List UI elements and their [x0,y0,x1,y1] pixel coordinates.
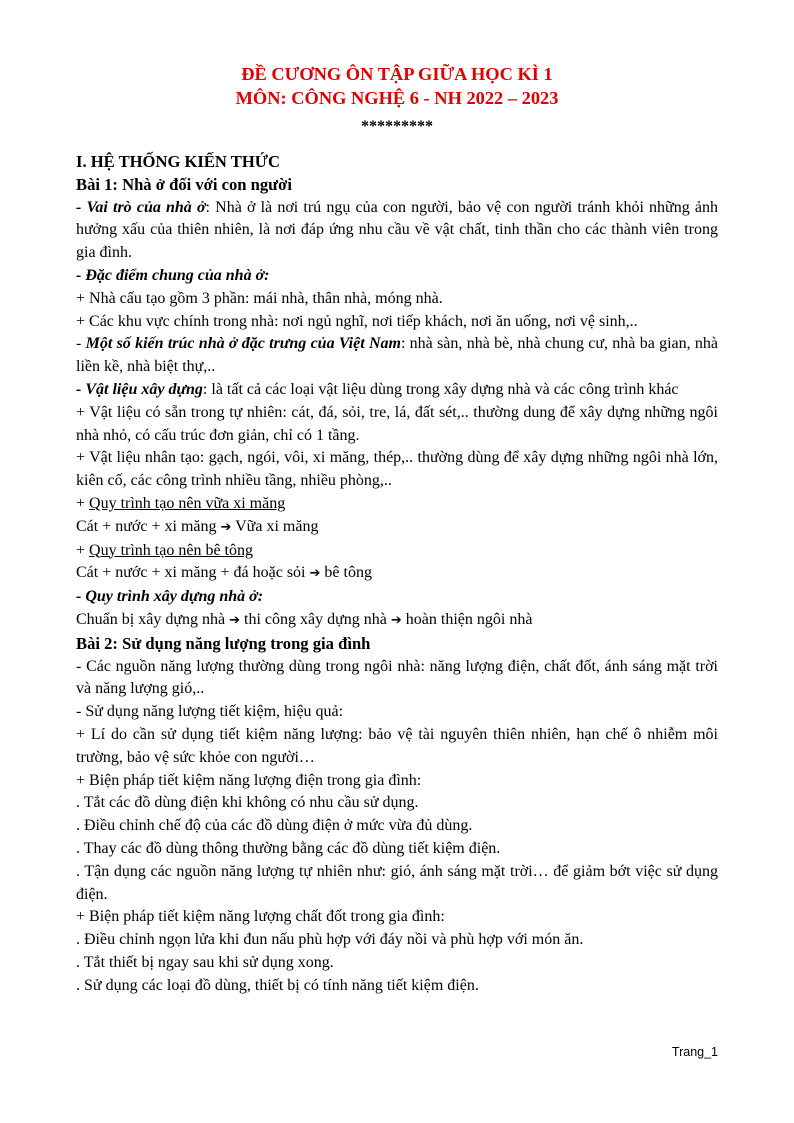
mortar-formula-result: Vữa xi măng [231,517,319,535]
document-title-line1: ĐỀ CƯƠNG ÔN TẬP GIỮA HỌC KÌ 1 [241,64,553,84]
concrete-process-heading [76,540,718,563]
fuel-saving-heading: + Biện pháp tiết kiệm năng lượng chất đốt trong gia đình: [76,908,445,926]
arrow-right-icon: ➔ [309,566,321,582]
artificial-materials-paragraph: + Vật liệu nhân tạo: gạch, ngói, vôi, xi măng, thép,.. thường dùng để xây dựng những ngôi nhà lớn, kiên cố, các công trình nhiều tầng, nhiều phòng,.. [76,449,718,490]
arrow-right-icon: ➔ [229,612,240,628]
concrete-formula [76,562,718,586]
architecture-prefix: - [76,335,86,353]
concrete-process-label: Quy trình tạo nên bê tông [89,541,253,559]
architecture-paragraph [76,333,718,379]
mortar-formula-inputs: Cát + nước + xi măng [76,517,221,535]
house-role-paragraph [76,197,718,265]
list-item: . Tận dụng các nguồn năng lượng tự nhiên như: gió, ánh sáng mặt trời… để giảm bớt việc sử dụng điện. [76,862,718,903]
build-process-label: - Quy trình xây dựng nhà ở: [76,588,264,606]
title-separator-stars: ********* [361,118,433,135]
build-step-prepare: Chuẩn bị xây dựng nhà [76,610,230,628]
list-item: . Tắt các đồ dùng điện khi không có nhu cầu sử dụng. [76,794,419,812]
list-item: . Tắt thiết bị ngay sau khi sử dụng xong. [76,953,334,971]
arrow-right-icon: ➔ [220,519,232,535]
materials-label: - Vật liệu xây dựng [76,380,203,398]
lesson1-heading: Bài 1: Nhà ở đối với con người [76,174,292,194]
energy-saving-reason: + Lí do cần sử dụng tiết kiệm năng lượng: bảo vệ tài nguyên thiên nhiên, hạn chế ô nhiễm môi trường, bảo vệ sức khỏe con người… [76,725,718,766]
build-step-construct: thi công xây dựng nhà [240,610,391,628]
materials-text: : là tất cả các loại vật liệu dùng trong xây dựng nhà và các công trình khác [202,380,679,398]
concrete-formula-inputs: Cát + nước + xi măng + đá hoặc sỏi [76,564,310,582]
architecture-text: : nhà sàn, nhà bè, nhà chung cư, nhà ba gian, nhà liền kề, nhà biệt thự,.. [76,335,719,376]
page-number: Trang_1 [671,1045,718,1059]
mortar-prefix: + [76,494,90,512]
mortar-process-label: Quy trình tạo nên vữa xi măng [89,494,286,512]
concrete-formula-result: bê tông [320,564,372,582]
arrow-right-icon: ➔ [390,612,402,628]
list-item: . Thay các đồ dùng thông thường bằng các đồ dùng tiết kiệm điện. [76,839,501,857]
materials-paragraph [76,379,718,402]
mortar-process-heading [76,493,718,516]
list-item: . Điều chỉnh ngọn lửa khi đun nấu phù hợp với đáy nồi và phù hợp với món ăn. [76,931,584,949]
mortar-formula [76,516,718,540]
list-item: . Sử dụng các loại đồ dùng, thiết bị có tính năng tiết kiệm điện. [76,976,479,994]
house-role-text: : Nhà ở là nơi trú ngụ của con người, bảo vệ con người tránh khỏi những ảnh hưởng xấu của thiên nhiên, là nơi đáp ứng nhu cầu về vật chất, tinh thần cho các thành viên trong gia đình. [76,198,718,262]
document-page [76,62,718,997]
architecture-label: Một số kiến trúc nhà ở đặc trưng của Việt Nam [85,335,401,353]
energy-sources-paragraph: - Các nguồn năng lượng thường dùng trong ngôi nhà: năng lượng điện, chất đốt, ánh sáng mặt trời và năng lượng gió,.. [76,657,718,698]
section-heading: I. HỆ THỐNG KIẾN THỨC [76,152,280,171]
house-feature-structure: + Nhà cấu tạo gồm 3 phần: mái nhà, thân nhà, móng nhà. [76,289,443,307]
energy-efficient-heading: - Sử dụng năng lượng tiết kiệm, hiệu quả: [76,703,344,721]
build-step-finish: hoàn thiện ngôi nhà [401,610,533,628]
lesson2-heading: Bài 2: Sử dụng năng lượng trong gia đình [76,633,371,653]
build-process-steps [76,609,718,633]
house-features-label: - Đặc điểm chung của nhà ở: [76,266,270,284]
list-item: . Điều chỉnh chế độ của các đồ dùng điện ở mức vừa đủ dùng. [76,817,473,835]
house-feature-areas: + Các khu vực chính trong nhà: nơi ngủ nghĩ, nơi tiếp khách, nơi ăn uống, nơi vệ sinh,.. [76,312,638,330]
document-title-line2: MÔN: CÔNG NGHỆ 6 - NH 2022 – 2023 [235,88,559,108]
concrete-prefix: + [76,541,90,559]
house-role-label: - Vai trò của nhà ở [76,198,206,216]
electric-saving-heading: + Biện pháp tiết kiệm năng lượng điện trong gia đình: [76,771,422,789]
natural-materials-paragraph: + Vật liệu có sẵn trong tự nhiên: cát, đá, sỏi, tre, lá, đất sét,.. thường dung để xây dựng những ngôi nhà nhỏ, có cấu trúc đơn giản, chỉ có 1 tầng. [76,403,718,444]
